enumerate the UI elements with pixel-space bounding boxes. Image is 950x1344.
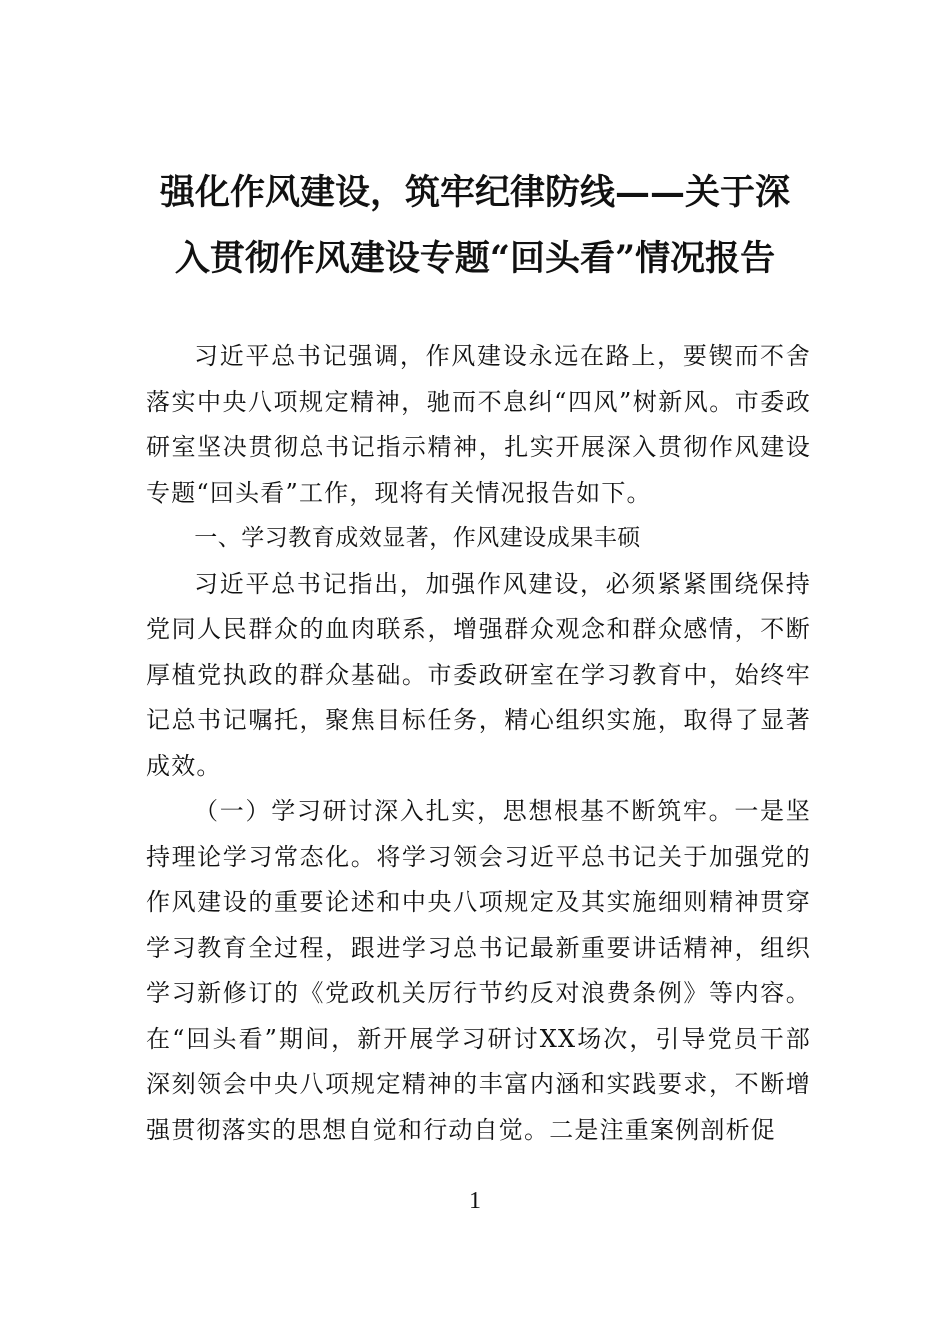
section-1-paragraph: 习近平总书记指出，加强作风建设，必须紧紧围绕保持党同人民群众的血肉联系，增强群众观念和群众感情，不断厚植党执政的群众基础。市委政研室在学习教育中，始终牢记总书记嘱托，聚焦目标任务，精心组织实施，取得了显著成效。 <box>146 569 811 780</box>
title-line-2: 入贯彻作风建设专题“回头看”情况报告 <box>174 238 776 279</box>
title-line-1: 强化作风建设，筑牢纪律防线——关于深 <box>159 172 790 213</box>
intro-paragraph: 习近平总书记强调，作风建设永远在路上，要锲而不舍落实中央八项规定精神，驰而不息纠“四风”树新风。市委政研室坚决贯彻总书记指示精神，扎实开展深入贯彻作风建设专题“回头看”工作，现将有关情况报告如下。 <box>146 342 811 507</box>
document-title <box>130 160 820 292</box>
section-heading-1: 一、学习教育成效显著，作风建设成果丰硕 <box>194 525 641 551</box>
subsection-1-paragraph: （一）学习研讨深入扎实，思想根基不断筑牢。一是坚持理论学习常态化。将学习领会习近平总书记关于加强党的作风建设的重要论述和中央八项规定及其实施细则精神贯穿学习教育全过程，跟进学习总书记最新重要讲话精神，组织学习新修订的《党政机关厉行节约反对浪费条例》等内容。在“回头看”期间，新开展学习研讨XX场次，引导党员干部深刻领会中央八项规定精神的丰富内涵和实践要求，不断增强贯彻落实的思想自觉和行动自觉。二是注重案例剖析促 <box>146 797 811 1144</box>
page-number: 1 <box>469 1188 481 1214</box>
document-body <box>146 334 811 1153</box>
